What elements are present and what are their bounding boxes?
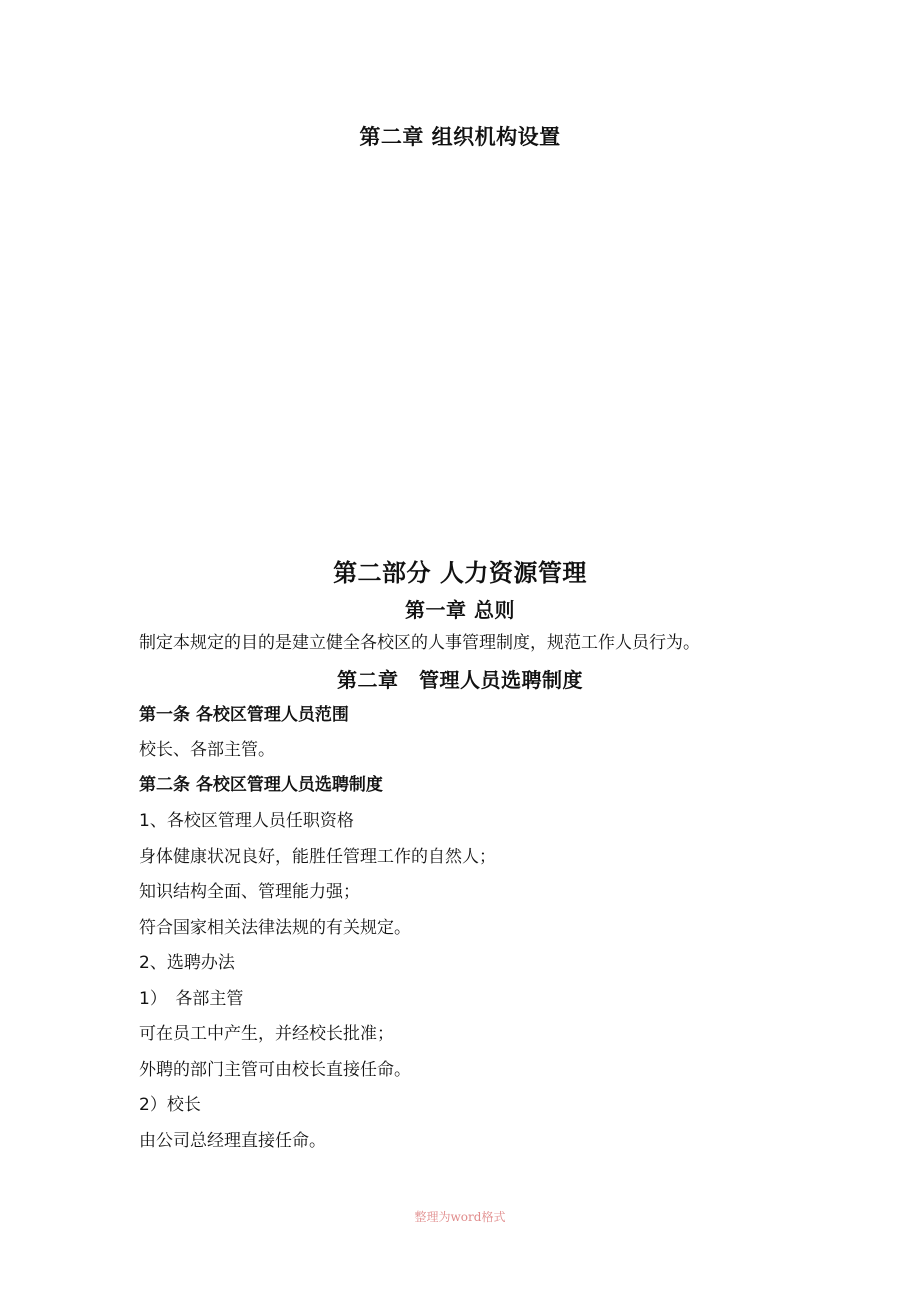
list-item-selection-method: 2、选聘办法 xyxy=(139,953,235,973)
paragraph-purpose: 制定本规定的目的是建立健全各校区的人事管理制度，规范工作人员行为。 xyxy=(139,633,700,653)
list-item-qualifications: 1、各校区管理人员任职资格 xyxy=(139,811,354,831)
chapter-heading-selection-system: 第二章 管理人员选聘制度 xyxy=(337,668,583,692)
paragraph-dept-head-2: 外聘的部门主管可由校长直接任命。 xyxy=(139,1060,411,1080)
part-heading-hr-management: 第二部分 人力资源管理 xyxy=(333,559,587,587)
article-heading-2: 第二条 各校区管理人员选聘制度 xyxy=(139,775,383,795)
page-footer: 整理为word格式 xyxy=(414,1210,506,1224)
chapter-heading-general: 第一章 总则 xyxy=(405,598,515,622)
sub-item-principal: 2）校长 xyxy=(139,1095,201,1115)
paragraph-scope: 校长、各部主管。 xyxy=(139,740,275,760)
chapter-heading-org-structure: 第二章 组织机构设置 xyxy=(359,125,561,149)
paragraph-qualification-1: 身体健康状况良好，能胜任管理工作的自然人； xyxy=(139,847,496,867)
sub-item-department-heads: 1） 各部主管 xyxy=(139,989,244,1009)
paragraph-qualification-3: 符合国家相关法律法规的有关规定。 xyxy=(139,918,411,938)
article-heading-1: 第一条 各校区管理人员范围 xyxy=(139,705,349,725)
paragraph-qualification-2: 知识结构全面、管理能力强； xyxy=(139,882,360,902)
paragraph-principal: 由公司总经理直接任命。 xyxy=(139,1131,326,1151)
paragraph-dept-head-1: 可在员工中产生，并经校长批准； xyxy=(139,1024,394,1044)
